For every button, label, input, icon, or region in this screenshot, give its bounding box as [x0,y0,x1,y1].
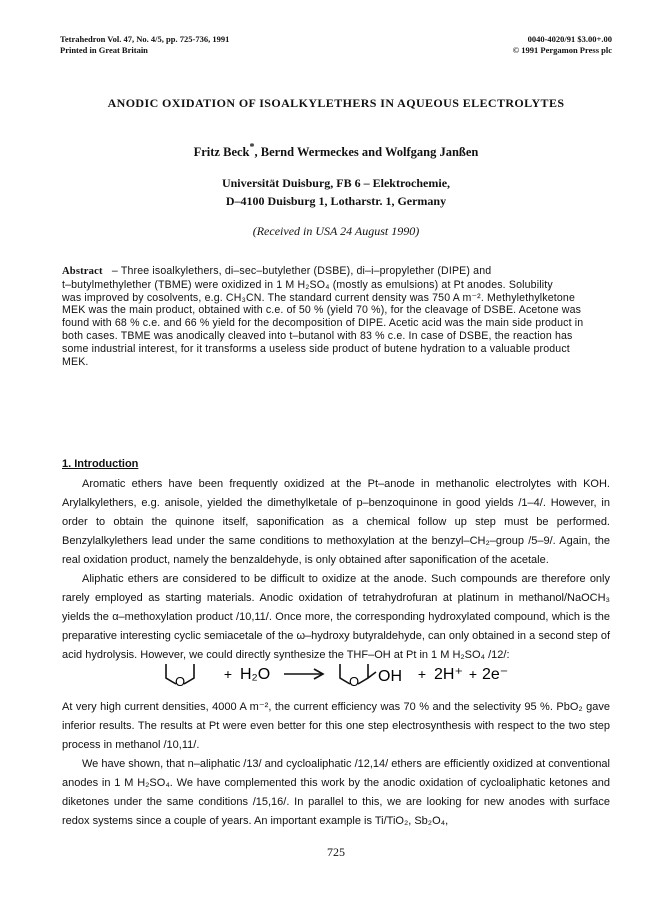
paper-title: ANODIC OXIDATION OF ISOALKYLETHERS IN AQUEOUS ELECTROLYTES [107,96,565,110]
author-first: Fritz Beck [193,145,250,159]
corresponding-star: * [249,142,255,153]
abstract-line: MEK. [62,355,89,368]
author-rest: , Bernd Wermeckes and Wolfgang Janßen [254,145,479,159]
intro-block-1 [62,475,610,665]
paragraph-2: Aliphatic ethers are considered to be difficult to oxidize at the anode. Such compounds are therefore only rarely employed as starting materials. Anodic oxidation of tetrahydrofuran at platinum in methanol/NaOCH₃ yields the α–methoxylation product /10,11/. Once more, the corresponding hydroxylated compound, which is the preparative interesting cyclic semiacetale of the ω–hydroxy butyraldehyde, can only obtained in a second step of acid hydrolysis. However, we could directly synthesize the THF–OH at Pt in 1 M H₂SO₄ /12/: [62,573,610,661]
abstract-line: some industrial interest, for it transforms a useless side product of butene hydration to a valuable product [62,342,570,355]
page-number: 725 [327,845,345,859]
abstract-line [62,265,610,279]
thf-ring-icon [166,664,194,688]
plus-sign: + [468,666,478,682]
reaction-scheme [0,658,672,688]
section-heading: 1. Introduction [62,458,139,470]
thf-oh-ring-icon [340,664,376,688]
plus-sign: + [417,666,427,682]
reaction-arrow-icon [284,669,323,679]
abstract [62,265,610,368]
printed-line: Printed in Great Britain [60,45,148,55]
abstract-line: found with 68 % c.e. and 66 % yield for the decomposition of DIPE. Acetic acid was the main side product in [62,317,584,330]
received-date: (Received in USA 24 August 1990) [252,224,420,238]
paragraph-4: We have shown, that n–aliphatic /13/ and cycloaliphatic /12,14/ ethers are efficiently oxidized at conventional anodes in 1 M H₂SO₄. We have complemented this work by the anodic oxidation of cycloaliphatic ketones and diketones under the same conditions /15,16/. In parallel to this, we are looking for new anodes with surface redox systems since a couple of years. An important example is Ti/TiO₂, Sb₂O₄, [62,758,610,827]
affiliation-line-2: D–4100 Duisburg 1, Lotharstr. 1, Germany [225,194,447,208]
author-list [0,142,672,160]
electrons: 2e⁻ [482,666,509,683]
price-header [513,34,612,56]
affiliation [0,174,672,210]
abstract-line: t–butylmethylether (TBME) were oxidized in 1 M H₂SO₄ (mostly as emulsions) at Pt anodes. Solubility [62,278,553,291]
abstract-line: was improved by cosolvents, e.g. CH₃CN. The standard current density was 750 A m⁻². Methylethylketone [62,291,575,304]
water-formula: H₂O [240,666,271,683]
protons: 2H⁺ [434,666,463,683]
journal-line: Tetrahedron Vol. 47, No. 4/5, pp. 725-736, 1991 [60,34,230,44]
abstract-line: MEK was the main product, obtained with c.e. of 50 % (yield 70 %), for the cleavage of DSBE. Acetone was [62,304,582,317]
ring-oxygen-2: O [348,674,360,688]
abstract-line: both cases. TBME was anodically cleaved into t–butanol with 83 % c.e. In case of DSBE, the reaction has [62,329,573,342]
abstract-text: – Three isoalkylethers, di–sec–butylether (DSBE), di–i–propylether (DIPE) and [111,265,492,277]
plus-sign: + [223,666,233,682]
paragraph-1: Aromatic ethers have been frequently oxidized at the Pt–anode in methanolic electrolytes with KOH. Arylalkylethers, e.g. anisole, yielded the dimethylketale of p–benzoquinone in good yields /1–4/. However, in order to obtain the quinone itself, saponification as a chemical follow up step must be performed. Benzylalkylethers lead under the same conditions to methoxylation at the benzyl–CH₂–group /5–9/. Again, the real oxidation product, namely the benzaldehyde, is only obtained after saponification of the acetale. [62,478,610,566]
abstract-label: Abstract [62,266,103,277]
affiliation-line-1: Universität Duisburg, FB 6 – Elektrochemie, [221,176,451,190]
journal-header [60,34,229,56]
price-line: 0040-4020/91 $3.00+.00 [527,34,612,44]
ring-oxygen-1: O [174,674,186,688]
copyright-line: © 1991 Pergamon Press plc [512,45,612,55]
paragraph-3: At very high current densities, 4000 A m⁻², the current efficiency was 70 % and the selectivity 95 %. PbO₂ gave inferior results. The results at Pt were even better for this one step electrosynthesis with respect to the two step process in methanol /10,11/. [62,701,610,751]
intro-block-2 [62,698,610,831]
hydroxyl-group: OH [378,668,402,685]
